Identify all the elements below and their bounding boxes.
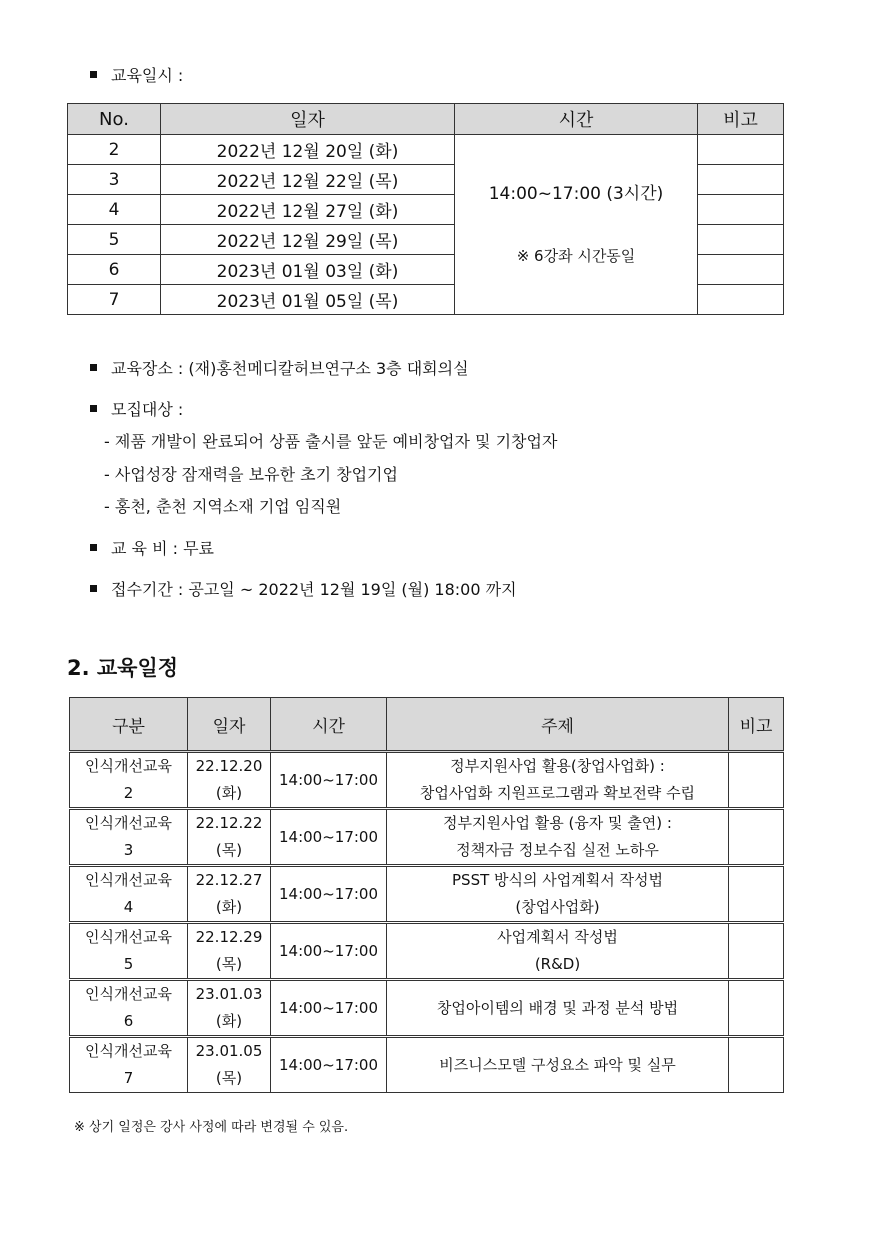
- table-row: [70, 980, 784, 1037]
- row-topic: [387, 752, 729, 809]
- table-row: [70, 809, 784, 866]
- row-date: 2023년 01월 05일 (목): [161, 285, 455, 315]
- topic-line-2: 창업사업화 지원프로그램과 확보전략 수립: [419, 784, 696, 802]
- topic-line-1: 정부지원사업 활용 (융자 및 출연) :: [443, 814, 672, 832]
- row-date: [188, 980, 271, 1037]
- row-remark: [729, 923, 784, 980]
- table-row: [70, 1037, 784, 1093]
- header-no: No.: [68, 104, 161, 135]
- category-number: 7: [123, 1069, 134, 1087]
- square-bullet-icon: [90, 71, 97, 78]
- time-value: 14:00~17:00 (3시간): [488, 183, 664, 204]
- edu-datetime-heading: [90, 66, 183, 86]
- square-bullet-icon: [90, 585, 97, 592]
- row-time: 14:00~17:00: [271, 866, 387, 923]
- weekday-text: (화): [215, 1012, 243, 1030]
- target-label: 모집대상 :: [111, 400, 184, 419]
- square-bullet-icon: [90, 364, 97, 371]
- target-item-3: - 홍천, 춘천 지역소재 기업 임직원: [104, 497, 342, 516]
- table-row: [70, 866, 784, 923]
- row-no: 7: [68, 285, 161, 315]
- topic-line-2: (R&D): [534, 955, 581, 973]
- category-number: 5: [123, 955, 134, 973]
- table-row: [70, 752, 784, 809]
- location-text: 교육장소 : (재)홍천메디칼허브연구소 3층 대회의실: [111, 359, 469, 378]
- row-remark: [729, 866, 784, 923]
- date-text: 22.12.29: [195, 928, 263, 946]
- row-date: 2023년 01월 03일 (화): [161, 255, 455, 285]
- header-remark: 비고: [698, 104, 784, 135]
- date-text: 23.01.05: [195, 1042, 263, 1060]
- row-category: [70, 980, 188, 1037]
- row-remark: [698, 285, 784, 315]
- row-remark: [729, 809, 784, 866]
- row-remark: [698, 165, 784, 195]
- topic-line-1: PSST 방식의 사업계획서 작성법: [452, 871, 663, 889]
- schedule-table-header: [68, 104, 784, 135]
- footnote: ※ 상기 일정은 강사 사정에 따라 변경될 수 있음.: [74, 1120, 349, 1135]
- time-cell: [455, 135, 698, 315]
- row-category: [70, 752, 188, 809]
- row-remark: [698, 255, 784, 285]
- category-text: 인식개선교육: [85, 871, 172, 889]
- topic-line-2: 정책자금 정보수집 실전 노하우: [456, 841, 659, 859]
- header-remark: 비고: [729, 698, 784, 752]
- category-text: 인식개선교육: [85, 814, 172, 832]
- weekday-text: (화): [215, 784, 243, 802]
- category-number: 3: [123, 841, 134, 859]
- weekday-text: (목): [215, 841, 243, 859]
- curriculum-table: [69, 697, 784, 1093]
- time-note: ※ 6강좌 시간동일: [516, 246, 636, 265]
- target-item-1: - 제품 개발이 완료되어 상품 출시를 앞둔 예비창업자 및 기창업자: [104, 432, 558, 451]
- topic-line-2: (창업사업화): [515, 898, 600, 916]
- row-topic: [387, 809, 729, 866]
- target-heading: [90, 400, 183, 420]
- row-time: 14:00~17:00: [271, 752, 387, 809]
- row-no: 3: [68, 165, 161, 195]
- row-date: 2022년 12월 20일 (화): [161, 135, 455, 165]
- weekday-text: (목): [215, 1069, 243, 1087]
- weekday-text: (목): [215, 955, 243, 973]
- date-text: 22.12.27: [195, 871, 263, 889]
- row-remark: [698, 135, 784, 165]
- row-category: [70, 809, 188, 866]
- row-date: [188, 809, 271, 866]
- section-title: 2. 교육일정: [67, 656, 179, 680]
- row-category: [70, 923, 188, 980]
- row-date: [188, 866, 271, 923]
- location-line: [90, 359, 469, 379]
- header-time: 시간: [455, 104, 698, 135]
- category-text: 인식개선교육: [85, 928, 172, 946]
- weekday-text: (화): [215, 898, 243, 916]
- row-no: 5: [68, 225, 161, 255]
- fee-line: [90, 539, 214, 559]
- row-remark: [698, 225, 784, 255]
- category-text: 인식개선교육: [85, 1042, 172, 1060]
- category-text: 인식개선교육: [85, 757, 172, 775]
- application-period-text: 접수기간 : 공고일 ~ 2022년 12월 19일 (월) 18:00 까지: [111, 580, 517, 599]
- row-date: 2022년 12월 27일 (화): [161, 195, 455, 225]
- row-category: [70, 1037, 188, 1093]
- row-date: 2022년 12월 29일 (목): [161, 225, 455, 255]
- date-text: 22.12.22: [195, 814, 263, 832]
- row-remark: [729, 752, 784, 809]
- row-time: 14:00~17:00: [271, 980, 387, 1037]
- header-date: 일자: [161, 104, 455, 135]
- row-topic: [387, 923, 729, 980]
- topic-line-1: 사업계획서 작성법: [497, 928, 618, 946]
- table-row: [68, 135, 784, 165]
- row-date: 2022년 12월 22일 (목): [161, 165, 455, 195]
- category-text: 인식개선교육: [85, 985, 172, 1003]
- date-text: 23.01.03: [195, 985, 263, 1003]
- schedule-table: [67, 103, 784, 315]
- fee-text: 교 육 비 : 무료: [111, 539, 215, 558]
- application-period-line: [90, 580, 517, 600]
- header-topic: 주제: [387, 698, 729, 752]
- row-category: [70, 866, 188, 923]
- row-remark: [729, 1037, 784, 1093]
- square-bullet-icon: [90, 405, 97, 412]
- row-no: 2: [68, 135, 161, 165]
- row-date: [188, 923, 271, 980]
- row-topic: [387, 866, 729, 923]
- row-no: 6: [68, 255, 161, 285]
- date-text: 22.12.20: [195, 757, 263, 775]
- topic-line-1: 정부지원사업 활용(창업사업화) :: [450, 757, 665, 775]
- row-topic: 비즈니스모델 구성요소 파악 및 실무: [387, 1037, 729, 1093]
- row-time: 14:00~17:00: [271, 809, 387, 866]
- row-time: 14:00~17:00: [271, 1037, 387, 1093]
- row-date: [188, 1037, 271, 1093]
- category-number: 6: [123, 1012, 134, 1030]
- edu-datetime-label: 교육일시 :: [111, 66, 184, 85]
- row-remark: [729, 980, 784, 1037]
- row-date: [188, 752, 271, 809]
- row-topic: 창업아이템의 배경 및 과정 분석 방법: [387, 980, 729, 1037]
- row-no: 4: [68, 195, 161, 225]
- category-number: 2: [123, 784, 134, 802]
- target-item-2: - 사업성장 잠재력을 보유한 초기 창업기업: [104, 465, 398, 484]
- table-row: [70, 923, 784, 980]
- row-remark: [698, 195, 784, 225]
- category-number: 4: [123, 898, 134, 916]
- header-time: 시간: [271, 698, 387, 752]
- header-category: 구분: [70, 698, 188, 752]
- row-time: 14:00~17:00: [271, 923, 387, 980]
- curriculum-table-header: [70, 698, 784, 752]
- header-date: 일자: [188, 698, 271, 752]
- square-bullet-icon: [90, 544, 97, 551]
